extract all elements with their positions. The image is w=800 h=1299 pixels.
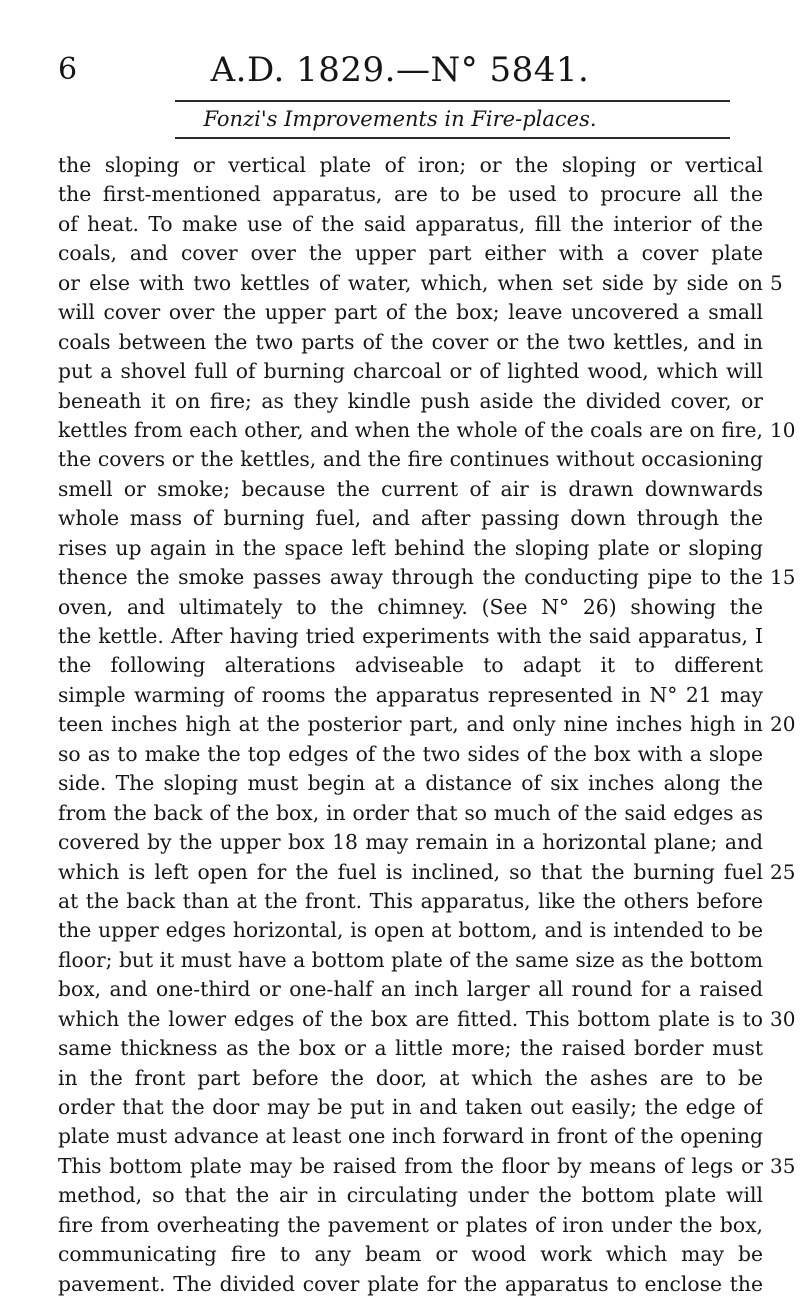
margin-line-number: 10: [770, 417, 796, 442]
text-line: [58, 1005, 796, 1034]
text-line: [58, 357, 766, 386]
text-line: [58, 740, 766, 769]
text-line: [58, 475, 766, 504]
text-line: [58, 269, 783, 298]
text-line: [58, 828, 766, 857]
line-text: the first-mentioned apparatus, are to be used to procure all the: [58, 182, 763, 207]
text-line: [58, 563, 796, 592]
line-text: from the back of the box, in order that so much of the said edges as: [58, 800, 763, 825]
line-text: which the lower edges of the box are fitted. This bottom plate is to: [58, 1006, 763, 1031]
text-line: [58, 946, 766, 975]
line-text: rises up again in the space left behind the sloping plate or sloping: [58, 535, 763, 560]
line-text: beneath it on fire; as they kindle push aside the divided cover, or: [58, 388, 763, 413]
text-line: [58, 975, 766, 1004]
line-text: so as to make the top edges of the two sides of the box with a slope: [58, 741, 763, 766]
line-text: kettles from each other, and when the whole of the coals are on fire,: [58, 417, 763, 442]
patent-header: A.D. 1829.—N° 5841.: [210, 50, 590, 90]
text-line: [58, 445, 766, 474]
line-text: coals between the two parts of the cover or the two kettles, and in: [58, 329, 763, 354]
line-text: floor; but it must have a bottom plate of the same size as the bottom: [58, 947, 763, 972]
line-text: order that the door may be put in and taken out easily; the edge of: [58, 1095, 763, 1119]
line-text: teen inches high at the posterior part, and only nine inches high in: [58, 712, 763, 737]
margin-line-number: 20: [770, 712, 796, 737]
text-line: [58, 858, 796, 887]
running-title: Fonzi's Improvements in Fire-places.: [203, 107, 597, 131]
text-line: [58, 1181, 766, 1210]
text-line: [58, 681, 766, 710]
line-text: oven, and ultimately to the chimney. (See N° 26) showing the: [58, 594, 763, 619]
text-line: [58, 1240, 766, 1269]
line-text: will cover over the upper part of the box; leave uncovered a small: [58, 300, 763, 325]
text-line: [58, 651, 766, 680]
text-line: [58, 387, 766, 416]
margin-line-number: 15: [770, 565, 796, 590]
line-text: plate must advance at least one inch forward in front of the opening: [58, 1124, 763, 1149]
line-text: side. The sloping must begin at a distance of six inches along the: [58, 771, 763, 796]
body-text: [58, 151, 796, 1299]
line-text: the following alterations adviseable to adapt it to different: [58, 653, 763, 678]
line-text: the covers or the kettles, and the fire continues without occasioning: [58, 447, 763, 472]
header-rule-top: [175, 100, 730, 102]
text-line: [58, 1152, 796, 1181]
margin-line-number: 25: [770, 859, 796, 884]
text-line: [58, 769, 766, 798]
text-line: [58, 799, 766, 828]
margin-line-number: 5: [770, 270, 783, 295]
text-line: [58, 1034, 766, 1063]
line-text: pavement. The divided cover plate for the apparatus to enclose the: [58, 1271, 763, 1296]
text-line: [58, 328, 766, 357]
line-text: put a shovel full of burning charcoal or of lighted wood, which will: [58, 359, 763, 384]
text-line: [58, 239, 766, 268]
text-line: [58, 1093, 766, 1122]
line-text: fire from overheating the pavement or plates of iron under the box,: [58, 1212, 763, 1237]
line-text: coals, and cover over the upper part either with a cover plate: [58, 241, 763, 266]
line-text: the upper edges horizontal, is open at bottom, and is intended to be: [58, 918, 763, 943]
line-text: box, and one-third or one-half an inch larger all round for a raised: [58, 977, 763, 1002]
line-text: simple warming of rooms the apparatus represented in N° 21 may: [58, 682, 763, 707]
line-text: This bottom plate may be raised from the floor by means of legs or: [58, 1153, 763, 1178]
text-line: [58, 1122, 766, 1151]
line-text: method, so that the air in circulating under the bottom plate will: [58, 1183, 763, 1208]
line-text: in the front part before the door, at which the ashes are to be: [58, 1065, 763, 1090]
text-line: [58, 1064, 766, 1093]
page-number: 6: [58, 52, 78, 87]
line-text: or else with two kettles of water, which, when set side by side on: [58, 270, 763, 295]
line-text: smell or smoke; because the current of air is drawn downwards: [58, 476, 763, 501]
text-line: [58, 180, 766, 209]
text-line: [58, 416, 796, 445]
margin-line-number: 30: [770, 1006, 796, 1031]
text-line: [58, 710, 796, 739]
text-line: [58, 887, 766, 916]
text-line: [58, 622, 766, 651]
line-text: communicating fire to any beam or wood work which may be: [58, 1242, 763, 1267]
text-line: [58, 298, 766, 327]
line-text: at the back than at the front. This apparatus, like the others before: [58, 888, 763, 913]
text-line: [58, 916, 766, 945]
line-text: the kettle. After having tried experiments with the said apparatus, I: [58, 624, 763, 648]
text-line: [58, 593, 766, 622]
text-line: [58, 534, 766, 563]
line-text: the sloping or vertical plate of iron; or the sloping or vertical: [58, 153, 763, 177]
text-line: [58, 1270, 766, 1299]
line-text: whole mass of burning fuel, and after passing down through the: [58, 506, 763, 531]
line-text: thence the smoke passes away through the conducting pipe to the: [58, 565, 763, 590]
line-text: covered by the upper box 18 may remain in a horizontal plane; and: [58, 830, 763, 855]
line-text: which is left open for the fuel is inclined, so that the burning fuel: [58, 859, 763, 884]
line-text: same thickness as the box or a little more; the raised border must: [58, 1036, 763, 1061]
text-line: [58, 1211, 766, 1240]
line-text: of heat. To make use of the said apparatus, fill the interior of the: [58, 211, 763, 236]
margin-line-number: 35: [770, 1153, 796, 1178]
text-line: [58, 151, 766, 180]
header-rule-bottom: [175, 137, 730, 139]
text-line: [58, 504, 766, 533]
text-line: [58, 210, 766, 239]
